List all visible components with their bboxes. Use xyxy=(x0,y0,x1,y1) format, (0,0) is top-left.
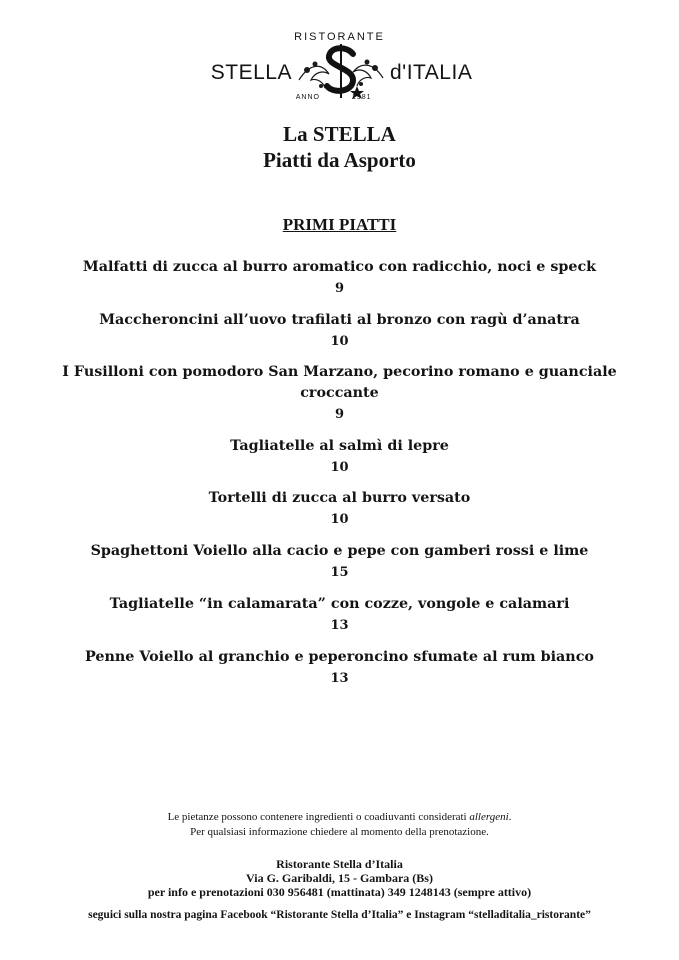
footer-address: Via G. Garibaldi, 15 - Gambara (Bs) xyxy=(246,871,433,885)
footer-social: seguici sulla nostra pagina Facebook “Ristorante Stella d’Italia” e Instagram “stelladitalia_ristorante” xyxy=(88,909,591,921)
dish-price: 10 xyxy=(330,460,349,475)
allergen-note xyxy=(0,810,679,825)
dish-price: 9 xyxy=(334,407,345,422)
page-title: La STELLA xyxy=(283,122,396,146)
section-title: PRIMI PIATTI xyxy=(282,215,397,234)
dish-price: 9 xyxy=(334,281,345,296)
allergen-note-end: . xyxy=(508,811,512,823)
dish-name: Tagliatelle al salmì di lepre xyxy=(230,438,449,454)
logo-right-text: d'ITALIA xyxy=(390,61,473,84)
restaurant-logo xyxy=(0,28,679,108)
dish-name: I Fusilloni con pomodoro San Marzano, pecorino romano e guanciale xyxy=(62,364,617,380)
dish-price: 10 xyxy=(330,334,349,349)
footer-contacts: per info e prenotazioni 030 956481 (mattinata) 349 1248143 (sempre attivo) xyxy=(147,885,532,899)
logo-year-value: 1981 xyxy=(352,94,372,101)
dish-price: 10 xyxy=(330,512,349,527)
logo-left-text: STELLA xyxy=(210,61,292,84)
dish-name: Maccheroncini all’uovo trafilati al bronzo con ragù d’anatra xyxy=(99,312,580,328)
dish-name-continued: croccante xyxy=(300,385,379,401)
dish-name: Tagliatelle “in calamarata” con cozze, vongole e calamari xyxy=(109,596,570,612)
logo-top-text: RISTORANTE xyxy=(294,31,385,43)
logo-year-label: ANNO xyxy=(295,94,320,101)
footer-restaurant-name: Ristorante Stella d’Italia xyxy=(276,857,403,871)
dish-name: Malfatti di zucca al burro aromatico con radicchio, noci e speck xyxy=(82,259,597,275)
page-subtitle: Piatti da Asporto xyxy=(263,148,416,172)
dish-price: 13 xyxy=(330,618,349,633)
allergen-note-text: Le pietanze possono contenere ingredienti o coadiuvanti considerati xyxy=(167,811,470,823)
dish-name: Penne Voiello al granchio e peperoncino sfumate al rum bianco xyxy=(85,649,594,665)
info-note: Per qualsiasi informazione chiedere al momento della prenotazione. xyxy=(190,826,489,838)
dish-name: Spaghettoni Voiello alla cacio e pepe con gamberi rossi e lime xyxy=(90,543,589,559)
dish-price: 13 xyxy=(330,671,349,686)
dish-name: Tortelli di zucca al burro versato xyxy=(208,490,471,506)
allergen-word: allergeni xyxy=(469,811,509,823)
dish-price: 15 xyxy=(330,565,349,580)
